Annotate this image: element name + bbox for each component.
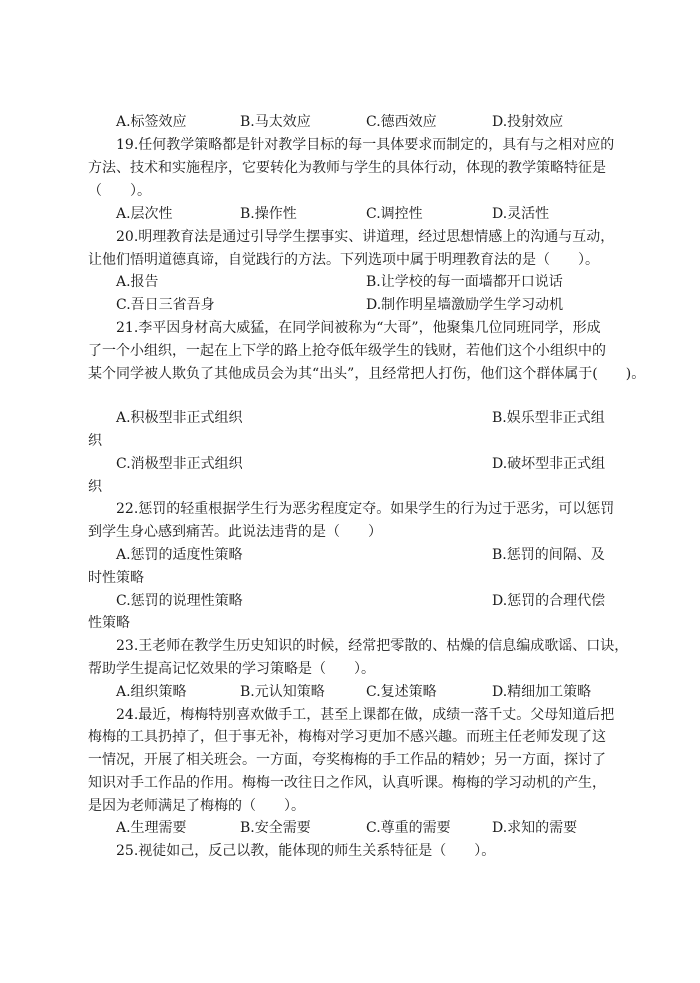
q24-option-b: B.安全需要 <box>240 820 311 836</box>
q22-option-d-wrap: 性策略 <box>88 615 130 631</box>
q19-stem-line-1: 19.任何教学策略都是针对教学目标的每一具体要求而制定的，具有与之相对应的 <box>116 137 615 153</box>
q21-stem-line-1: 21.李平因身材高大威猛，在同学间被称为“大哥”，他聚集几位同班同学，形成 <box>116 320 601 336</box>
q19-option-a: A.层次性 <box>116 206 173 222</box>
q21-option-c: C.消极型非正式组织 <box>116 456 243 472</box>
q22-stem-line-1: 22.惩罚的轻重根据学生行为恶劣程度定夺。如果学生的行为过于恶劣，可以惩罚 <box>116 501 615 517</box>
q21-stem-line-3: 某个同学被人欺负了其他成员会为其“出头”，且经常把人打伤，他们这个群体属于( )。 <box>88 366 646 382</box>
q22-option-a: A.惩罚的适度性策略 <box>116 547 243 563</box>
q21-option-a: A.积极型非正式组织 <box>116 410 243 426</box>
q22-option-d: D.惩罚的合理代偿 <box>492 593 606 609</box>
q19-stem-line-2: 方法、技术和实施程序，它要转化为教师与学生的具体行动，体现的教学策略特征是 <box>88 160 606 176</box>
q21-option-b: B.娱乐型非正式组 <box>492 410 605 426</box>
q24-option-c: C.尊重的需要 <box>366 820 451 836</box>
q20-option-b: B.让学校的每一面墙都开口说话 <box>366 274 563 290</box>
q22-option-c: C.惩罚的说理性策略 <box>116 593 243 609</box>
q19-stem-line-3: （ ）。 <box>88 183 151 199</box>
q20-option-a: A.报告 <box>116 274 159 290</box>
q21-option-d: D.破坏型非正式组 <box>492 456 606 472</box>
q20-stem-line-1: 20.明理教育法是通过引导学生摆事实、讲道理，经过思想情感上的沟通与互动， <box>116 229 615 245</box>
q22-stem-line-2: 到学生身心感到痛苦。此说法违背的是（ ） <box>88 524 382 540</box>
q23-option-a: A.组织策略 <box>116 684 187 700</box>
q21-stem-line-2: 了一个小组织，一起在上下学的路上抢夺低年级学生的钱财，若他们这个小组织中的 <box>88 343 606 359</box>
q18-option-d: D.投射效应 <box>492 114 564 130</box>
q24-option-a: A.生理需要 <box>116 820 187 836</box>
q20-option-d: D.制作明星墙激励学生学习动机 <box>366 297 564 313</box>
q23-option-d: D.精细加工策略 <box>492 684 592 700</box>
q20-option-c: C.吾日三省吾身 <box>116 297 215 313</box>
q24-stem-line-1: 24.最近，梅梅特别喜欢做手工，甚至上课都在做，成绩一落千丈。父母知道后把 <box>116 707 615 723</box>
q18-option-b: B.马太效应 <box>240 114 311 130</box>
q20-stem-line-2: 让他们悟明道德真谛，自觉践行的方法。下列选项中属于明理教育法的是（ ）。 <box>88 252 599 268</box>
q21-option-b-wrap: 织 <box>88 433 102 449</box>
q24-option-d: D.求知的需要 <box>492 820 578 836</box>
q19-option-c: C.调控性 <box>366 206 423 222</box>
q22-option-b: B.惩罚的间隔、及 <box>492 547 605 563</box>
q23-option-b: B.元认知策略 <box>240 684 325 700</box>
q23-stem-line-1: 23.王老师在教学生历史知识的时候，经常把零散的、枯燥的信息编成歌谣、口诀， <box>116 638 629 654</box>
q24-stem-line-4: 知识对手工作品的作用。梅梅一改往日之作风，认真听课。梅梅的学习动机的产生， <box>88 775 606 791</box>
q25-stem-line-1: 25.视徒如己，反己以教，能体现的师生关系特征是（ ）。 <box>116 843 496 859</box>
q24-stem-line-5: 是因为老师满足了梅梅的（ ）。 <box>88 798 305 814</box>
q21-option-d-wrap: 织 <box>88 479 102 495</box>
q22-option-b-wrap: 时性策略 <box>88 570 144 586</box>
q19-option-b: B.操作性 <box>240 206 297 222</box>
q24-stem-line-3: 一情况，开展了相关班会。一方面，夸奖梅梅的手工作品的精妙；另一方面，探讨了 <box>88 752 606 768</box>
q24-stem-line-2: 梅梅的工具扔掉了，但于事无补，梅梅对学习更加不感兴趣。而班主任老师发现了这 <box>88 729 606 745</box>
q19-option-d: D.灵活性 <box>492 206 550 222</box>
q23-stem-line-2: 帮助学生提高记忆效果的学习策略是（ ）。 <box>88 661 375 677</box>
q23-option-c: C.复述策略 <box>366 684 437 700</box>
q18-option-a: A.标签效应 <box>116 114 187 130</box>
q18-option-c: C.德西效应 <box>366 114 437 130</box>
